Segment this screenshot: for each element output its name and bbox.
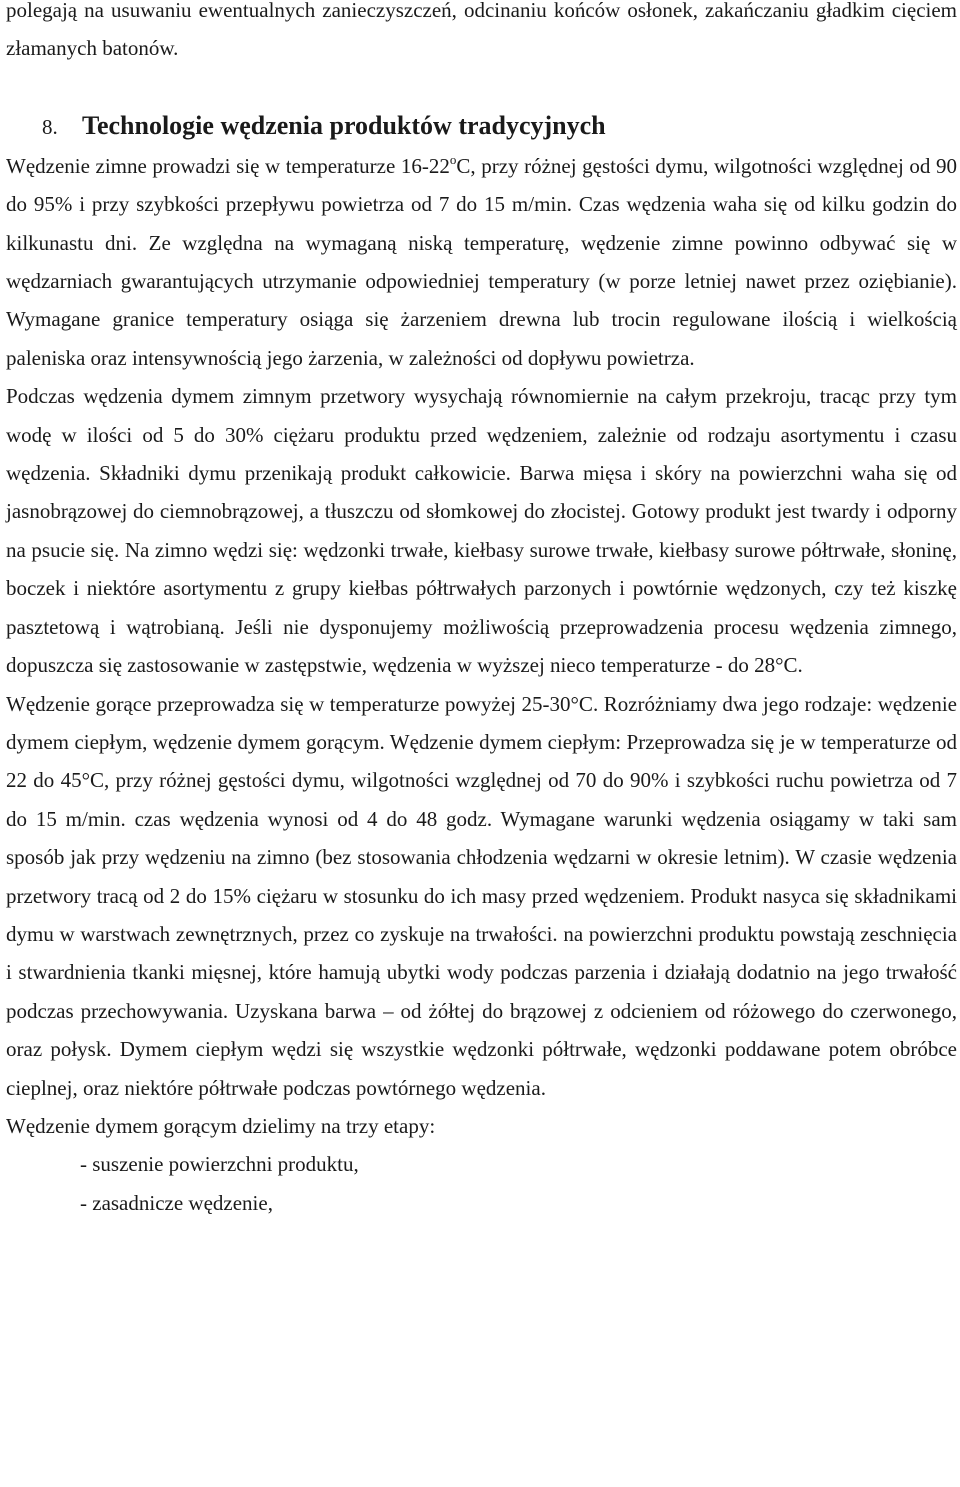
hot-smoking-stages-list	[6, 1145, 957, 1222]
cold-smoking-text-start: Wędzenie zimne prowadzi się w temperaturze 16-22	[6, 153, 450, 178]
section-number: 8.	[42, 114, 58, 139]
section-title: Technologie wędzenia produktów tradycyjnych	[82, 110, 606, 140]
intro-paragraph: polegają na usuwaniu ewentualnych zanieczyszczeń, odcinaniu końców osłonek, zakańczaniu gładkim cięciem złamanych batonów.	[6, 0, 957, 61]
cold-smoking-text-rest: C, przy różnej gęstości dymu, wilgotności względnej od 90 do 95% i przy szybkości przepływu powietrza od 7 do 15 m/min. Czas wędzenia waha się od kilku godzin do kilkunastu dni. Ze względna na wymaganą niską temperaturę, wędzenie zimne powinno odbywać się w wędzarniach gwarantujących utrzymanie odpowiedniej temperatury (w porze letniej nawet przez oziębianie). Wymagane granice temperatury osiąga się żarzeniem drewna lub trocin regulowane ilością i wielkością paleniska oraz intensywnością jego żarzenia, w zależności od dopływu powietrza.	[6, 153, 957, 370]
cold-smoking-effects-paragraph: Podczas wędzenia dymem zimnym przetwory wysychają równomiernie na całym przekroju, tracąc przy tym wodę w ilości od 5 do 30% ciężaru produktu przed wędzeniem, zależnie od rodzaju asortymentu i czasu wędzenia. Składniki dymu przenikają produkt całkowicie. Barwa mięsa i skóry na powierzchni waha się od jasnobrązowej do ciemnobrązowej, a tłuszczu od słomkowej do złocistej. Gotowy produkt jest twardy i odporny na psucie się. Na zimno wędzi się: wędzonki trwałe, kiełbasy surowe trwałe, kiełbasy surowe półtrwałe, słoninę, boczek i niektóre asortymentu z grupy kiełbas półtrwałych parzonych i powtórnie wędzonych, czy też kiszkę pasztetową i wątrobianą. Jeśli nie dysponujemy możliwością przeprowadzenia procesu wędzenia zimnego, dopuszcza się zastosowanie w zastępstwie, wędzenia w wyższej nieco temperaturze - do 28°C.	[6, 384, 957, 678]
hot-smoking-paragraph: Wędzenie gorące przeprowadza się w temperaturze powyżej 25-30°C. Rozróżniamy dwa jego rodzaje: wędzenie dymem ciepłym, wędzenie dymem gorącym. Wędzenie dymem ciepłym: Przeprowadza się je w temperaturze od 22 do 45°C, przy różnej gęstości dymu, wilgotności względnej od 70 do 90% i szybkości ruchu powietrza od 7 do 15 m/min. czas wędzenia wynosi od 4 do 48 godz. Wymagane warunki wędzenia osiągamy w taki sam sposób jak przy wędzeniu na zimno (bez stosowania chłodzenia wędzarni w okresie letnim). W czasie wędzenia przetwory tracą od 2 do 15% ciężaru w stosunku do ich masy przed wędzeniem. Produkt nasyca się składnikami dymu w warstwach zewnętrznych, przez co zyskuje na trwałości. na powierzchni produktu powstają zeschnięcia i stwardnienia tkanki mięsnej, które hamują ubytki wody podczas parzenia i działają dodatnio na jego trwałość podczas przechowywania. Uzyskana barwa – od żółtej do brązowej z odcieniem od różowego do czerwonego, oraz połysk. Dymem ciepłym wędzi się wszystkie wędzonki półtrwałe, wędzonki poddawane potem obróbce cieplnej, oraz niektóre półtrwałe podczas powtórnego wędzenia.	[6, 691, 957, 1100]
hot-smoking-stages-intro: Wędzenie dymem gorącym dzielimy na trzy etapy:	[6, 1113, 436, 1138]
degree-superscript: o	[449, 151, 457, 167]
cold-smoking-paragraph	[6, 147, 957, 377]
list-item: - suszenie powierzchni produktu,	[80, 1152, 359, 1177]
section-heading	[6, 106, 957, 147]
list-item: - zasadnicze wędzenie,	[80, 1190, 273, 1215]
